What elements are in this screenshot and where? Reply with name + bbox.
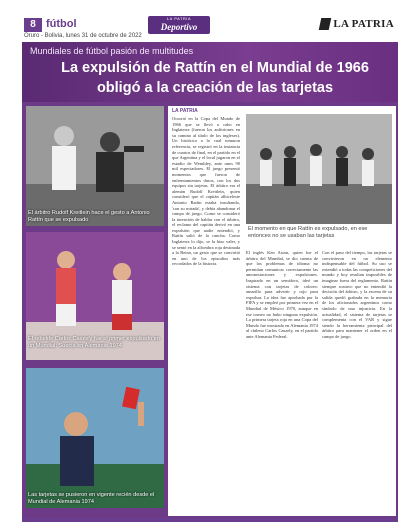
caption-cards: Las tarjetas se pusieron en vigente recién desde el Mundial de Alemania 1974 — [28, 492, 155, 505]
date-line: Oruro - Bolivia, lunes 31 de octubre de 2022 — [24, 33, 142, 39]
article — [168, 106, 396, 516]
newspaper-logo — [320, 18, 394, 30]
newspaper-name: LA PATRIA — [333, 18, 394, 30]
team-photo — [246, 114, 392, 224]
kicker: Mundiales de fútbol pasión de multitudes — [30, 46, 194, 56]
referee-photo-illustration — [26, 106, 164, 226]
cards-photo-illustration — [26, 368, 164, 508]
cards-photo — [26, 368, 164, 508]
content-area — [22, 102, 398, 518]
team-photo-caption: El momento en que Rattín es expulsado, en ese entonces no se usaban las tarjetas — [248, 226, 368, 239]
article-column-2: El inglés Ken Aston, quien fue el árbitro del Mundial, se dio cuenta de que los problemas de idioma no permitían comunicar correctamente las amonestaciones y expulsiones. Inspirado en un semáforo, ideó un sistema con tarjetas de colores: amarillo para advertir y rojo para expulsar. La idea fue aprobada por la FIFA y se empleó por primera vez en el Mundial de México 1970, aunque en ese torneo no hubo ninguna expulsión. La primera tarjeta roja en una Copa del Mundo fue mostrada en Alemania 1974 al chileno Carlos Caszely, en el partido ante Alemania Federal. — [246, 250, 318, 339]
caption-caszely: El rebelde Carlos Caszely fue el primer expulsado en un Mundial: Suecia en Alemania 1974 — [28, 336, 160, 349]
caption-referee: El árbitro Rudolf Kreitlein hace el gesto a Antonio Rattín que se expulsado — [28, 210, 150, 223]
supplement-logo — [148, 16, 210, 34]
headline: La expulsión de Rattín en el Mundial de 1966 obligó a la creación de las tarjetas — [61, 60, 369, 96]
referee-photo — [26, 106, 164, 226]
article-column-3: Con el paso del tiempo, las tarjetas se convirtieron en un elemento indispensable del fútbol. Su uso se extendió a todas las competiciones del mundo y hoy resultan imposibles de imaginar fuera del reglamento. Rattín siempre sostuvo que no entendió la decisión del árbitro, y la escena de su salida quedó grabada en la memoria de los aficionados argentinos como símbolo de una injusticia. En la actualidad, el sistema de tarjetas se complementa con el VAR y sigue siendo la herramienta principal del árbitro para mantener el orden en el campo de juego. — [322, 250, 392, 339]
story-label: LA PATRIA — [172, 108, 198, 114]
caszely-photo — [26, 232, 164, 360]
section-title: fútbol — [46, 18, 77, 30]
footer-bar — [22, 518, 398, 522]
photo-collage — [26, 106, 164, 516]
logo-mark-icon — [319, 18, 332, 30]
page-header — [0, 0, 420, 42]
hero-banner — [22, 42, 398, 102]
article-column-1: Ocurrió en la Copa del Mundo de 1966 que se llevó a cabo en Inglaterra (fueron los anfitriones en su camino al título de los ingleses). Un histórico a lo cual tomaron referencia, se registró en la instancia de cuartos de final, en el partido en el que Argentina y el local jugaron en el estadio de Wembley, ante unos 90 mil espectadores. El juego presentó momentos que fueron de enfrentamientos duros, con los dos equipos sin tarjetas. El árbitro era el alemán Rudolf Kreitlein, quien consideró que el capitán albiceleste Antonio Rattín estaba insultando, 'con su mirada', y debía abandonar el campo de juego. Como se consideró la intención de hablar con el árbitro, el reclamo del capitán derivó en una expulsión que nadie entendió, y Rattín salió de la cancha. Como Inglaterra lo dijo, se la hizo valer, y se sentó en la alfombra roja destinada a la Reina, un gesto que se convirtió en uno de los episodios más recordados de la historia. — [172, 116, 240, 267]
page-number: 8 — [24, 18, 42, 32]
supplement-logo-small: LA PATRIA — [166, 16, 192, 21]
team-photo-illustration — [246, 114, 392, 224]
supplement-logo-name: Deportivo — [160, 22, 198, 32]
